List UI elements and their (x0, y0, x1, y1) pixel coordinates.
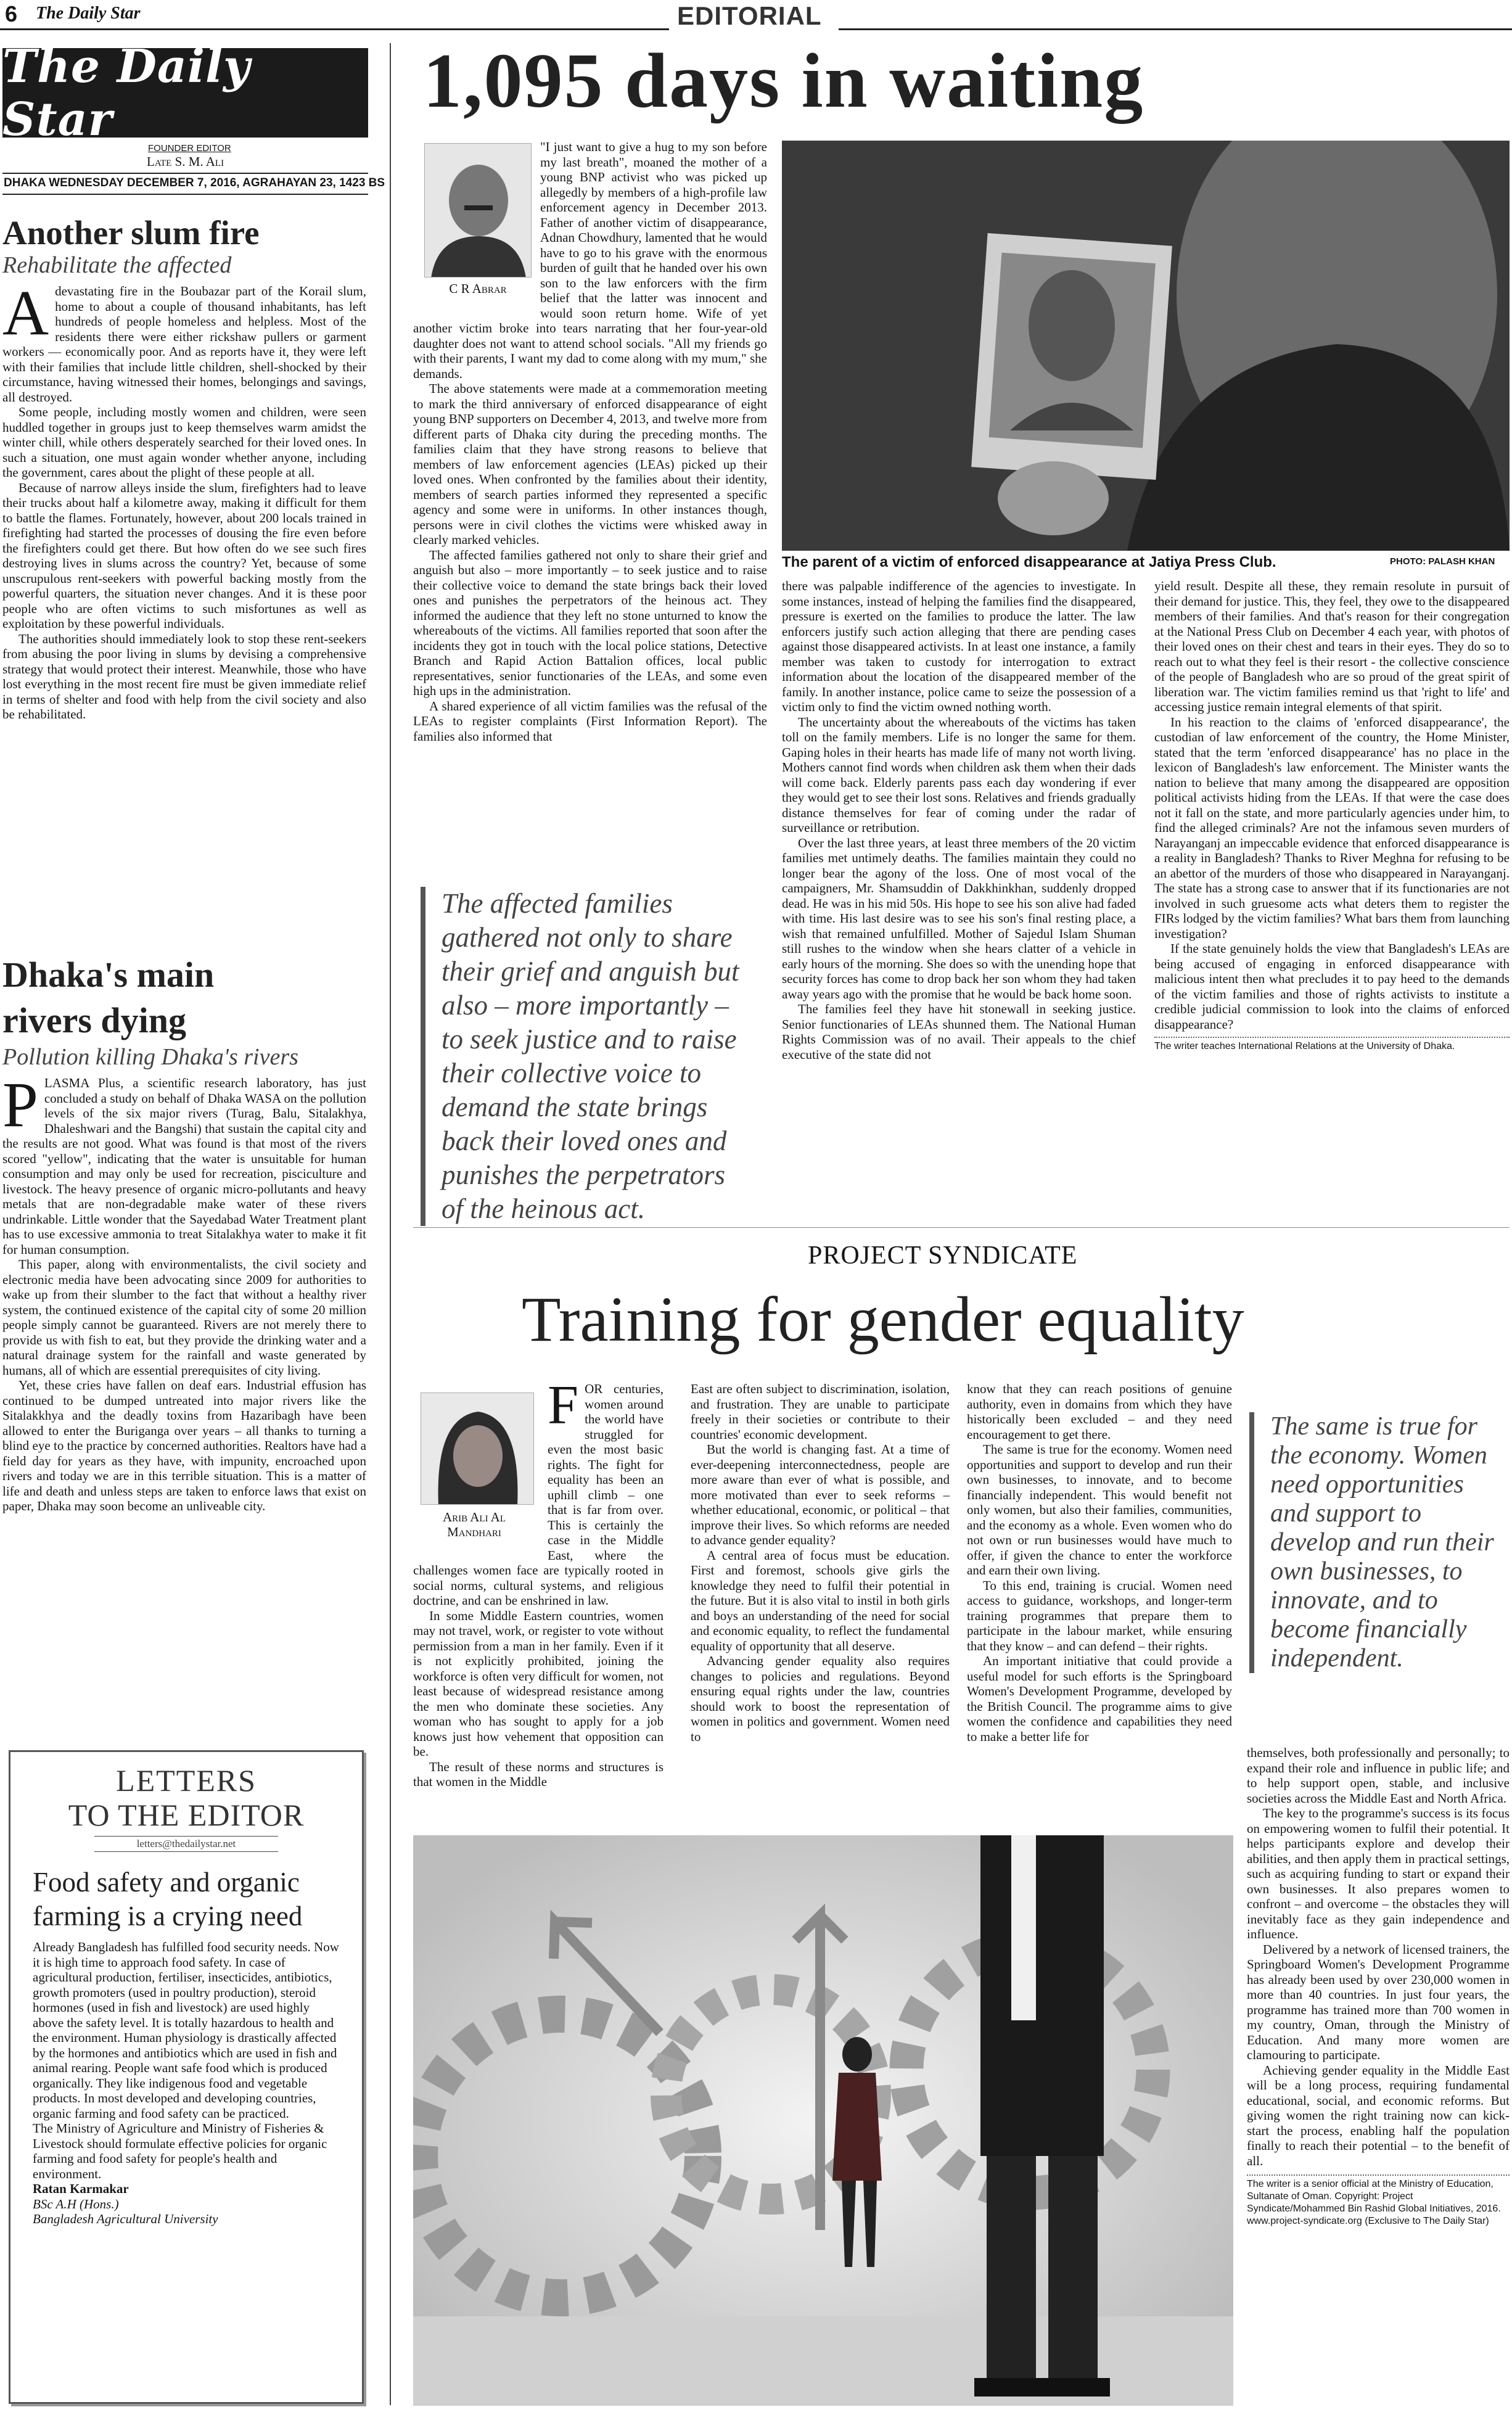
paragraph: In some Middle Eastern countries, women may not travel, work, or register to vote without permission from a man in her family. Even if it is not explicitly prohibited, joining the workforce is often very difficult for women, not least because of widespread resistance among the men who dominate these societies. Any woman who has sought to apply for a job knows just how vehement that opposition can be. (413, 1608, 664, 1759)
logo-text: The Daily Star (2, 39, 251, 146)
article-headline: 1,095 days in waiting (423, 38, 1144, 124)
mother-holding-photo-image (782, 141, 1510, 551)
page-header (0, 0, 1512, 30)
section-label: EDITORIAL (677, 1, 822, 30)
paragraph: Delivered by a network of licensed trainers, the Springboard Women's Development Programme has already been used by over 230,000 women in more than 40 countries. In just four years, the programme has trained more than 700 women in my country, Oman, through the Ministry of Education. And many more women are clamouring to participate. (1247, 1941, 1510, 2062)
paragraph: A central area of focus must be education. First and foremost, schools give girls the knowledge they need to fulfil their potential in the future. But it is also vital to instil in both girls and boys an understanding of the need for social and economic equality, to reflect the fundamental equality of opportunity that all deserve. (691, 1547, 950, 1653)
paragraph: Yet, these cries have fallen on deaf ears. Industrial effusion has continued to be dumped untreated into major rivers like the Sitalakkhya and the deadly toxins from Hazaribagh have been allowed to enter the Buriganga over years – all thanks to turning a blind eye to the practice by concerned authorities. Realtors have had a field day for years as they have, with impunity, encroached upon rivers and today we are in this terrible situation. This is a matter of life and death and unless steps are taken to enforce laws that exist on paper, Dhaka may soon become an unliveable city. (2, 1378, 366, 1513)
paragraph: If the state genuinely holds the view that Bangladesh's LEAs are being accused of engaging in enforced disappearance with malicious intent then what precludes it to pay heed to the demands of the victim families and those of rights activists to institute a credible judicial commission to look into the claims of enforced disappearance? (1154, 941, 1510, 1032)
dropcap: F (548, 1375, 579, 1436)
syndicate-label: PROJECT SYNDICATE (808, 1241, 1078, 1270)
article-column-1 (413, 1375, 664, 1790)
paragraph: Advancing gender equality also requires changes to policies and regulations. Beyond ensuring equal rights under the law, countries should work to boost the representation of women in politics and government. Women need to (691, 1653, 950, 1744)
paragraph: Because of narrow alleys inside the slum, firefighters had to leave their trucks about half a kilometre away, making it difficult for them to battle the flames. Fortunately, however, about 200 locals trained in firefighting had started the processes of dousing the fire even before the firefighters could get there. But how often do we see such fires destroying lives in slums across the country? Yet, because of some unscrupulous rent-seekers with powerful backing mostly from the powerful quarters, the situation never changes. And it is these poor people who are often victims to such misfortunes as well as exploitation by these powerful individuals. (2, 480, 366, 631)
pull-quote: The same is true for the economy. Women need opportunities and support to develop and run their own businesses, to innovate, and to become financially independent. (1249, 1412, 1508, 1673)
editorial-slum-fire (2, 215, 366, 722)
letters-email[interactable]: letters@thedailystar.net (94, 1836, 278, 1852)
paragraph: "I just want to give a hug to my son before my last breath", moaned the mother of a young BNP activist who was picked up allegedly by members of a high-profile law enforcement agency in December 2013. Father of another victim of disappearance, Adnan Chowdhury, lamented that he would have to go to his grave with the enormous burden of guilt that he handed over his own son to the law enforcers with the firm belief that the latter was innocent and would soon return home. Wife of yet another victim broke into tears narrating that her four-year-old daughter does not want to attend school socials. "All my friends go with their parents, I want my dad to come along with my mum," she demands. (413, 139, 767, 381)
gender-equality-illustration (413, 1835, 1233, 2406)
paragraph: Achieving gender equality in the Middle East will be a long process, requiring fundamental educational, social, and economic reforms. But giving women the right training now can kick-start the process, enabling half the population finally to reach their potential – to the benefit of all. (1247, 2062, 1510, 2168)
editorial-headline: Another slum fire (2, 214, 260, 252)
paragraph: OR centuries, women around the world have struggled for even the most basic rights. The fight for equality has been an uphill climb – one that is far from over. This is certainly the case in the Middle East, where the challenges women face are typically rooted in social norms, cultural systems, and religious doctrine, and can be enshrined in law. (413, 1381, 664, 1608)
article-column-3 (967, 1381, 1232, 1744)
author-name: C R Abrar (449, 281, 507, 296)
paragraph: East are often subject to discrimination, isolation, and frustration. They are unable to participate freely in their societies or contribute to their countries' economic development. (691, 1381, 950, 1442)
header-rule-right (839, 28, 1512, 30)
author-float (413, 1381, 548, 1552)
photo-credit: PHOTO: PALASH KHAN (1390, 556, 1495, 567)
editorial-body (2, 1069, 366, 1514)
founder-label: FOUNDER EDITOR (148, 143, 231, 154)
paragraph: The result of these norms and structures is that women in the Middle (413, 1759, 664, 1789)
editorial-body (2, 278, 366, 722)
paragraph: Some people, including mostly women and children, were seen huddled together in groups just to keep themselves warm amidst the winter chill, while others desperately searched for their loved ones. In such a situation, one must again wonder whether anyone, including the government, cares about the plight of these people at all. (2, 405, 366, 480)
author-bio: The writer teaches International Relations at the University of Dhaka. (1154, 1037, 1510, 1053)
article-column-1 (413, 139, 767, 744)
paragraph: LASMA Plus, a scientific research laboratory, has just concluded a study on behalf of Dhaka WASA on the pollution levels of the six major rivers (Turag, Balu, Sitalakhya, Dhaleshwari and the Bangshi) that sustain the capital city and the results are not good. What was found is that most of the rivers scored "yellow", indicating that the water is unsuitable for human consumption and may only be used for recreation, pisciculture and livestock. The heavy presence of organic micro-pollutants and heavy metals that are non-degradable make water of these rivers undrinkable. Little wonder that the Sayedabad Water Treatment plant has to use excessive ammonia to treat Sitalakhya water to make it fit for human consumption. (2, 1076, 366, 1257)
paragraph: But the world is changing fast. At a time of ever-deepening interconnectedness, people are more aware than ever of what is possible, and more motivated than ever to seek reforms – whether educational, economic, or political – that improve their lives. So which reforms are needed to advance gender equality? (691, 1442, 950, 1547)
article-column-2 (782, 578, 1136, 1062)
dateline: DHAKA WEDNESDAY DECEMBER 7, 2016, AGRAHAYAN 23, 1423 BS (4, 176, 385, 189)
dropcap: P (2, 1069, 38, 1140)
paragraph: In his reaction to the claims of 'enforced disappearance', the custodian of law enforcement of the country, the Home Minister, stated that the term 'enforced disappearance' has no place in the lexicon of Bangladesh's law enforcement. The Minister wants the nation to believe that many among the disappeared are opposition political activists hiding from the LEAs. If that were the case does not it fall on the state, and more particularly agencies under him, to find the alleged criminals? Are not the infamous seven murders of Narayanganj an impeccable evidence that enforced disappearance is a reality in Bangladesh? Thanks to River Meghna for refusing to be an abettor of the murders of those who disappeared in Narayanganj. The state has a strong case to answer that if its functionaries are not involved in such gruesome acts what deters them to register the FIRs lodged by the victim families? What bars them from launching investigation? (1154, 714, 1510, 941)
masthead-small: The Daily Star (36, 4, 141, 23)
letter-body (33, 1940, 340, 2227)
editorial-headline: Dhaka's main rivers dying (2, 955, 215, 1040)
dateline-rule-top (2, 173, 368, 174)
paragraph: there was palpable indifference of the agencies to investigate. In some instances, instead of helping the families find the disappeared, pressure is exerted on the families to produce the latter. The law enforcers justify such action alleging that there are pending cases against those disappeared activists. In at least one instance, a family member was taken to custody for interrogation to extract information about the location of the disappeared member of the family. In another instance, police came to seize the possession of a victim only to find the victim owned nothing worth. (782, 578, 1136, 714)
paragraph: An important initiative that could provide a useful model for such efforts is the Springboard Women's Development Programme, developed by the British Council. The programme aims to give women the confidence and capabilities they need to make a better life for (967, 1653, 1232, 1744)
founder-name: Late S. M. Ali (147, 154, 224, 169)
paragraph: devastating fire in the Boubazar part of the Korail slum, home to about a couple of thousand inhabitants, has left hundreds of people homeless and helpless. Most of the residents there were either rickshaw pullers or garment workers — economically poor. And as reports have it, they were left with their families that include little children, shell-shocked by their circumstance, having witnessed their homes, belongings and savings, all destroyed. (2, 284, 366, 405)
paragraph: The Ministry of Agriculture and Ministry of Fisheries & Livestock should formulate effective policies for organic farming and food safety for people's health and environment. (33, 2121, 327, 2181)
paragraph: Already Bangladesh has fulfilled food security needs. Now it is high time to approach food safety. In case of agricultural production, fertiliser, insecticides, antibiotics, growth promoters (used in poultry production), steroid hormones (used in fish and livestock) are used highly above the safety level. It is totally hazardous to health and the environment. Human physiology is drastically affected by the hormones and antibiotics which are used in fish and animal rearing. People want safe food which is produced organically. They like indigenous food and vegetable products. In most developed and developing countries, organic farming and food safety can be practiced. (33, 1940, 339, 2121)
header-rule-left (0, 28, 669, 30)
letters-box (9, 1750, 364, 2404)
signature-org: Bangladesh Agricultural University (33, 2211, 218, 2226)
letters-title: LETTERS (116, 1763, 257, 1798)
author-bio: The writer is a senior official at the Ministry of Education, Sultanate of Oman. Copyright: Project Syndicate/Mohammed Bin Rashid Global Initiatives, 2016. www.project-syndicate.org (Exclusive to The Daily Star) (1247, 2174, 1510, 2228)
article-column-3 (1154, 578, 1510, 1053)
paragraph: A shared experience of all victim families was the refusal of the LEAs to register complaints (First Information Report). The families also informed that (413, 698, 767, 744)
paragraph: Over the last three years, at least three members of the 20 victim families met untimely deaths. The families maintain they could no longer bear the agony of the loss. One of most vocal of the campaigners, Mr. Shamsuddin of Dakkhinkhan, suddenly dropped dead. He was in his mid 50s. His hope to see his son alive had faded with time. His last desire was to see his son's final resting place, a wish that remained unfulfilled. Mother of Sajedul Islam Shuman still rushes to the window when she hears clatter of a vehicle in early hours of the morning. She does so with the unending hope that security forces has come to drop back her son whom they had taken away years ago with the promise that he would be back home soon. (782, 835, 1136, 1002)
sidebar-divider (390, 43, 391, 2405)
letters-title-2: TO THE EDITOR (68, 1798, 305, 1832)
article-column-4 (1247, 1745, 1510, 2228)
paragraph: The families feel they have hit stonewall in seeking justice. Senior functionaries of LEAs shunned them. The National Human Rights Commission was of no avail. Their appeals to the chief executive of the state did not (782, 1002, 1136, 1062)
paragraph: yield result. Despite all these, they remain resolute in pursuit of their demand for justice. This, they feel, they owe to the disappeared members of their families. And that's reason for their congregation at the National Press Club on December 4 each year, with photos of their loved ones on their chest and tears in their eyes. They do so to reach out to what they feel is their resort - the collective conscience of the people of Bangladesh who are so proud of the great spirit of liberation war. The victim families remind us that 'right to life' and accessing justice remain integral elements of that spirit. (1154, 578, 1510, 714)
paragraph: This paper, along with environmentalists, the civil society and electronic media have been advocating since 2009 for authorities to wake up from their slumber to the fact that without a healthy river system, the continued existence of the capital city of some 20 million people simply cannot be guaranteed. Rivers are not merely there to provide us with fish to eat, but they provide the drinking water and a natural drainage system for the rainfall and waste generated by humans, all of which are essential prerequisites of city living. (2, 1257, 366, 1378)
section-divider (413, 1227, 1510, 1228)
letter-headline: Food safety and organic farming is a crying need (33, 1867, 303, 1932)
gears-figures-image (413, 1835, 1233, 2406)
dateline-rule-bottom (2, 194, 368, 195)
paragraph: The key to the programme's success is its focus on empowering women to fulfil their potential. It helps participants explore and develop their abilities, and then apply them in practical settings, such as acquiring funding to start or expand their own businesses. It also prepares women to confront – and overcome – the obstacles they will inevitably face as they gain independence and influence. (1247, 1806, 1510, 1941)
editorial-rivers (2, 952, 366, 1514)
paragraph: know that they can reach positions of genuine authority, even in domains from which they have historically been excluded – and they need encouragement to get there. (967, 1381, 1232, 1442)
author-name: Arib Ali Al Mandhari (442, 1510, 506, 1539)
author-float (413, 139, 540, 312)
paragraph: The above statements were made at a commemoration meeting to mark the third anniversary of enforced disappearance of eight young BNP supporters on December 4, 2013, and twelve more from different parts of Dhaka city during the preceding months. The families claim that they have strong reasons to believe that members of law enforcement agencies (LEAs) picked up their loved ones. When confronted by the families about their identity, members of search parties informed they represented a specific agency and some were in uniforms. In other instances though, persons were in civil clothes the victims were whisked away in clearly marked vehicles. (413, 381, 767, 547)
signature-name: Ratan Karmakar (33, 2181, 129, 2196)
paragraph: The same is true for the economy. Women need opportunities and support to develop and run their own businesses, to innovate, and to become financially independent. This would benefit not only women, but also their families, communities, and the economy as a whole. Even women who do not own or run businesses would have much to offer, if given the chance to enter the workforce and earn their own living. (967, 1442, 1232, 1578)
dropcap: A (2, 278, 49, 348)
paragraph: The uncertainty about the whereabouts of the victims has taken toll on the family members. Life is no longer the same for them. Gaping holes in their hearts has made life of many not worth living. Mothers cannot find words when children ask them when their dads will come back. Elderly parents pass each day wondering if ever they would get to see their lost sons. Relatives and friends gradually distance themselves for fear of coming under the radar of surveillance or retribution. (782, 714, 1136, 835)
signature-title: BSc A.H (Hons.) (33, 2196, 119, 2211)
article-column-2 (691, 1381, 950, 1744)
pull-quote: The affected families gathered not only to share their grief and anguish but also – more importantly – to seek justice and to raise their collective voice to demand the state brings back their loved ones and punishes the perpetrators of the heinous act. (421, 887, 741, 1226)
editorial-subhead: Pollution killing Dhaka's rivers (2, 1044, 298, 1070)
masthead-logo (2, 39, 368, 146)
main-photo (782, 141, 1510, 551)
paragraph: themselves, both professionally and personally; to expand their role and influence in public life; and to help support open, stable, and inclusive societies across the Middle East and North Africa. (1247, 1745, 1510, 1806)
paragraph: To this end, training is crucial. Women need access to guidance, workshops, and longer-term training programmes that prepare them to participate in the labour market, while ensuring that they know – and can defend – their rights. (967, 1578, 1232, 1653)
photo-caption: The parent of a victim of enforced disappearance at Jatiya Press Club. (782, 554, 1276, 570)
editorial-subhead: Rehabilitate the affected (2, 252, 232, 278)
paragraph: The affected families gathered not only to share their grief and anguish but also – more importantly – to seek justice and to raise their collective voice to demand the state brings back their loved ones and punishes the perpetrators of the heinous act. They informed the audience that they left no stone unturned to know the whereabouts of the victims. All families reported that soon after the incidents they got in touch with the local police stations, Detective Branch and Rapid Action Battalion offices, local public representatives, senior functionaries of the LEAs, and some even high ups in the administration. (413, 547, 767, 698)
paragraph: The authorities should immediately look to stop these rent-seekers from abusing the poor living in slums by devising a comprehensive strategy that would protect their interest. Meanwhile, those who have lost everything in the most recent fire must be given immediate relief in terms of shelter and food with help from the civil society and also be rehabilitated. (2, 631, 366, 722)
article-headline: Training for gender equality (522, 1284, 1244, 1355)
page-number: 6 (5, 1, 18, 27)
